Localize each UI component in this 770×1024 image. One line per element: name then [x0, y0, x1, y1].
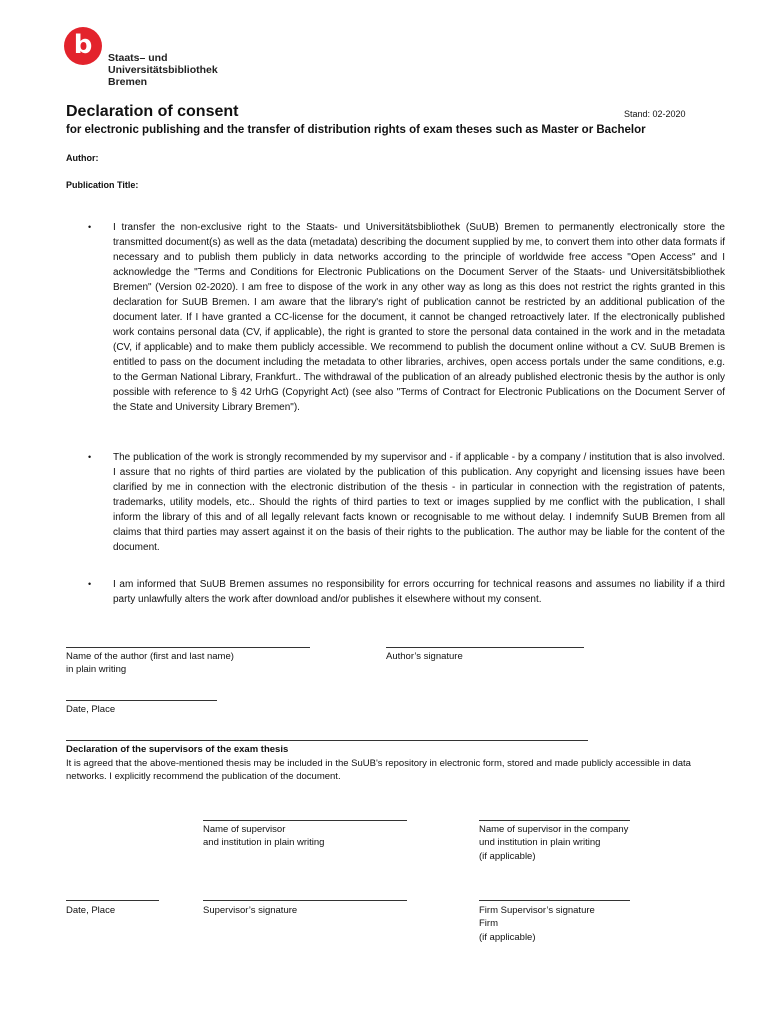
supervisor-signature-line[interactable] [203, 900, 407, 901]
library-name-line: Universitätsbibliothek [108, 64, 218, 76]
library-logo-icon: b [64, 27, 102, 65]
version-stamp: Stand: 02-2020 [624, 109, 686, 119]
library-name [108, 52, 218, 88]
company-supervisor-name-line[interactable] [479, 820, 630, 821]
supervisors-heading: Declaration of the supervisors of the exam thesis [66, 744, 289, 755]
document-title: Declaration of consent [66, 103, 239, 120]
firm-signature-line[interactable] [479, 900, 630, 901]
author-date-line[interactable] [66, 700, 217, 701]
supervisor-date-line[interactable] [66, 900, 159, 901]
company-supervisor-name-label: Name of supervisor in the company und institution in plain writing (if applicable) [479, 824, 629, 862]
publication-title-label: Publication Title: [66, 180, 139, 190]
supervisor-date-label: Date, Place [66, 905, 116, 916]
supervisor-name-label: Name of supervisor and institution in plain writing [203, 824, 325, 849]
author-date-label: Date, Place [66, 704, 116, 715]
bullet-icon: • [88, 452, 92, 462]
document-subtitle: for electronic publishing and the transfer of distribution rights of exam theses such as Master or Bachelor [66, 124, 646, 136]
author-name-line[interactable] [66, 647, 310, 648]
supervisors-statement: It is agreed that the above-mentioned thesis may be included in the SuUB's repository in electronic form, stored and made publicly accessible in data networks. I explicitly recommend the publication of the document. [66, 758, 691, 783]
library-name-line: Bremen [108, 76, 148, 88]
consent-paragraph-third-party: The publication of the work is strongly recommended by my supervisor and - if applicable - by a company / institution that is also involved. I assure that no rights of third parties are violated by the publication of this publication. Any copyright and licensing issues have been clarified by me in connection with the electronic distribution of the thesis - in particular in connection with the registration of patents, trademarks, utility models, etc.. Should the rights of third parties to text or images supplied by me conflict with the publication, I shall inform the library of this and of all legally relevant facts known or recognisable to me without delay. I indemnify SuUB Bremen from all claims that third parties may assert against it on the basis of their rights to the publication. The author may be liable for the content of the document. [113, 452, 725, 553]
author-label: Author: [66, 153, 99, 163]
author-signature-line[interactable] [386, 647, 584, 648]
author-signature-label: Author’s signature [386, 651, 463, 662]
consent-paragraph-liability: I am informed that SuUB Bremen assumes no responsibility for errors occurring for technical reasons and assumes no liability if a third party unlawfully alters the work after download and/or publishes it elsewhere without my consent. [113, 579, 725, 605]
author-name-label: Name of the author (first and last name) in plain writing [66, 651, 234, 676]
section-divider [66, 740, 588, 741]
supervisor-signature-label: Supervisor’s signature [203, 905, 298, 916]
firm-signature-label: Firm Supervisor’s signature Firm (if applicable) [479, 905, 595, 943]
consent-paragraph-rights: I transfer the non-exclusive right to the Staats- und Universitätsbibliothek (SuUB) Bremen to permanently electronically store the transmitted document(s) as well as the data (metadata) describing the document supplied by me, to convert them into other data formats if necessary and to publish them publicly in data networks according to the principle of worldwide free access "Open Access" and I acknowledge the "Terms and Conditions for Electronic Publications on the Document Server of the Staats- und Universitätsbibliothek Bremen" (Version 02-2020). I am free to dispose of the work in any other way as long as this does not restrict the rights granted in this declaration for SuUB Bremen. I am aware that the library's right of publication cannot be restricted by an additional publication of the document later. If I have granted a CC-license for the document, it cannot be changed retroactively later. If the electronically published work contains personal data (CV, if applicable), the right is granted to store the personal data contained in the work and in the metadata (CV, if applicable) and to make them publicly accessible. We recommend to publish the document online without a CV. SuUB Bremen is entitled to pass on the document including the metadata to other libraries, archives, open access portals under the same conditions, e.g. to the German National Library, Frankfurt.. The withdrawal of the publication of an already published electronic thesis by the author is only possible with reference to § 42 UrhG (Copyright Act) (see also "Terms of Contract for Electronic Publications on the Document Server of the State and University Library Bremen"). [113, 222, 725, 413]
library-name-line: Staats– und [108, 52, 168, 64]
bullet-icon: • [88, 222, 92, 232]
supervisor-name-line[interactable] [203, 820, 407, 821]
bullet-icon: • [88, 579, 92, 589]
